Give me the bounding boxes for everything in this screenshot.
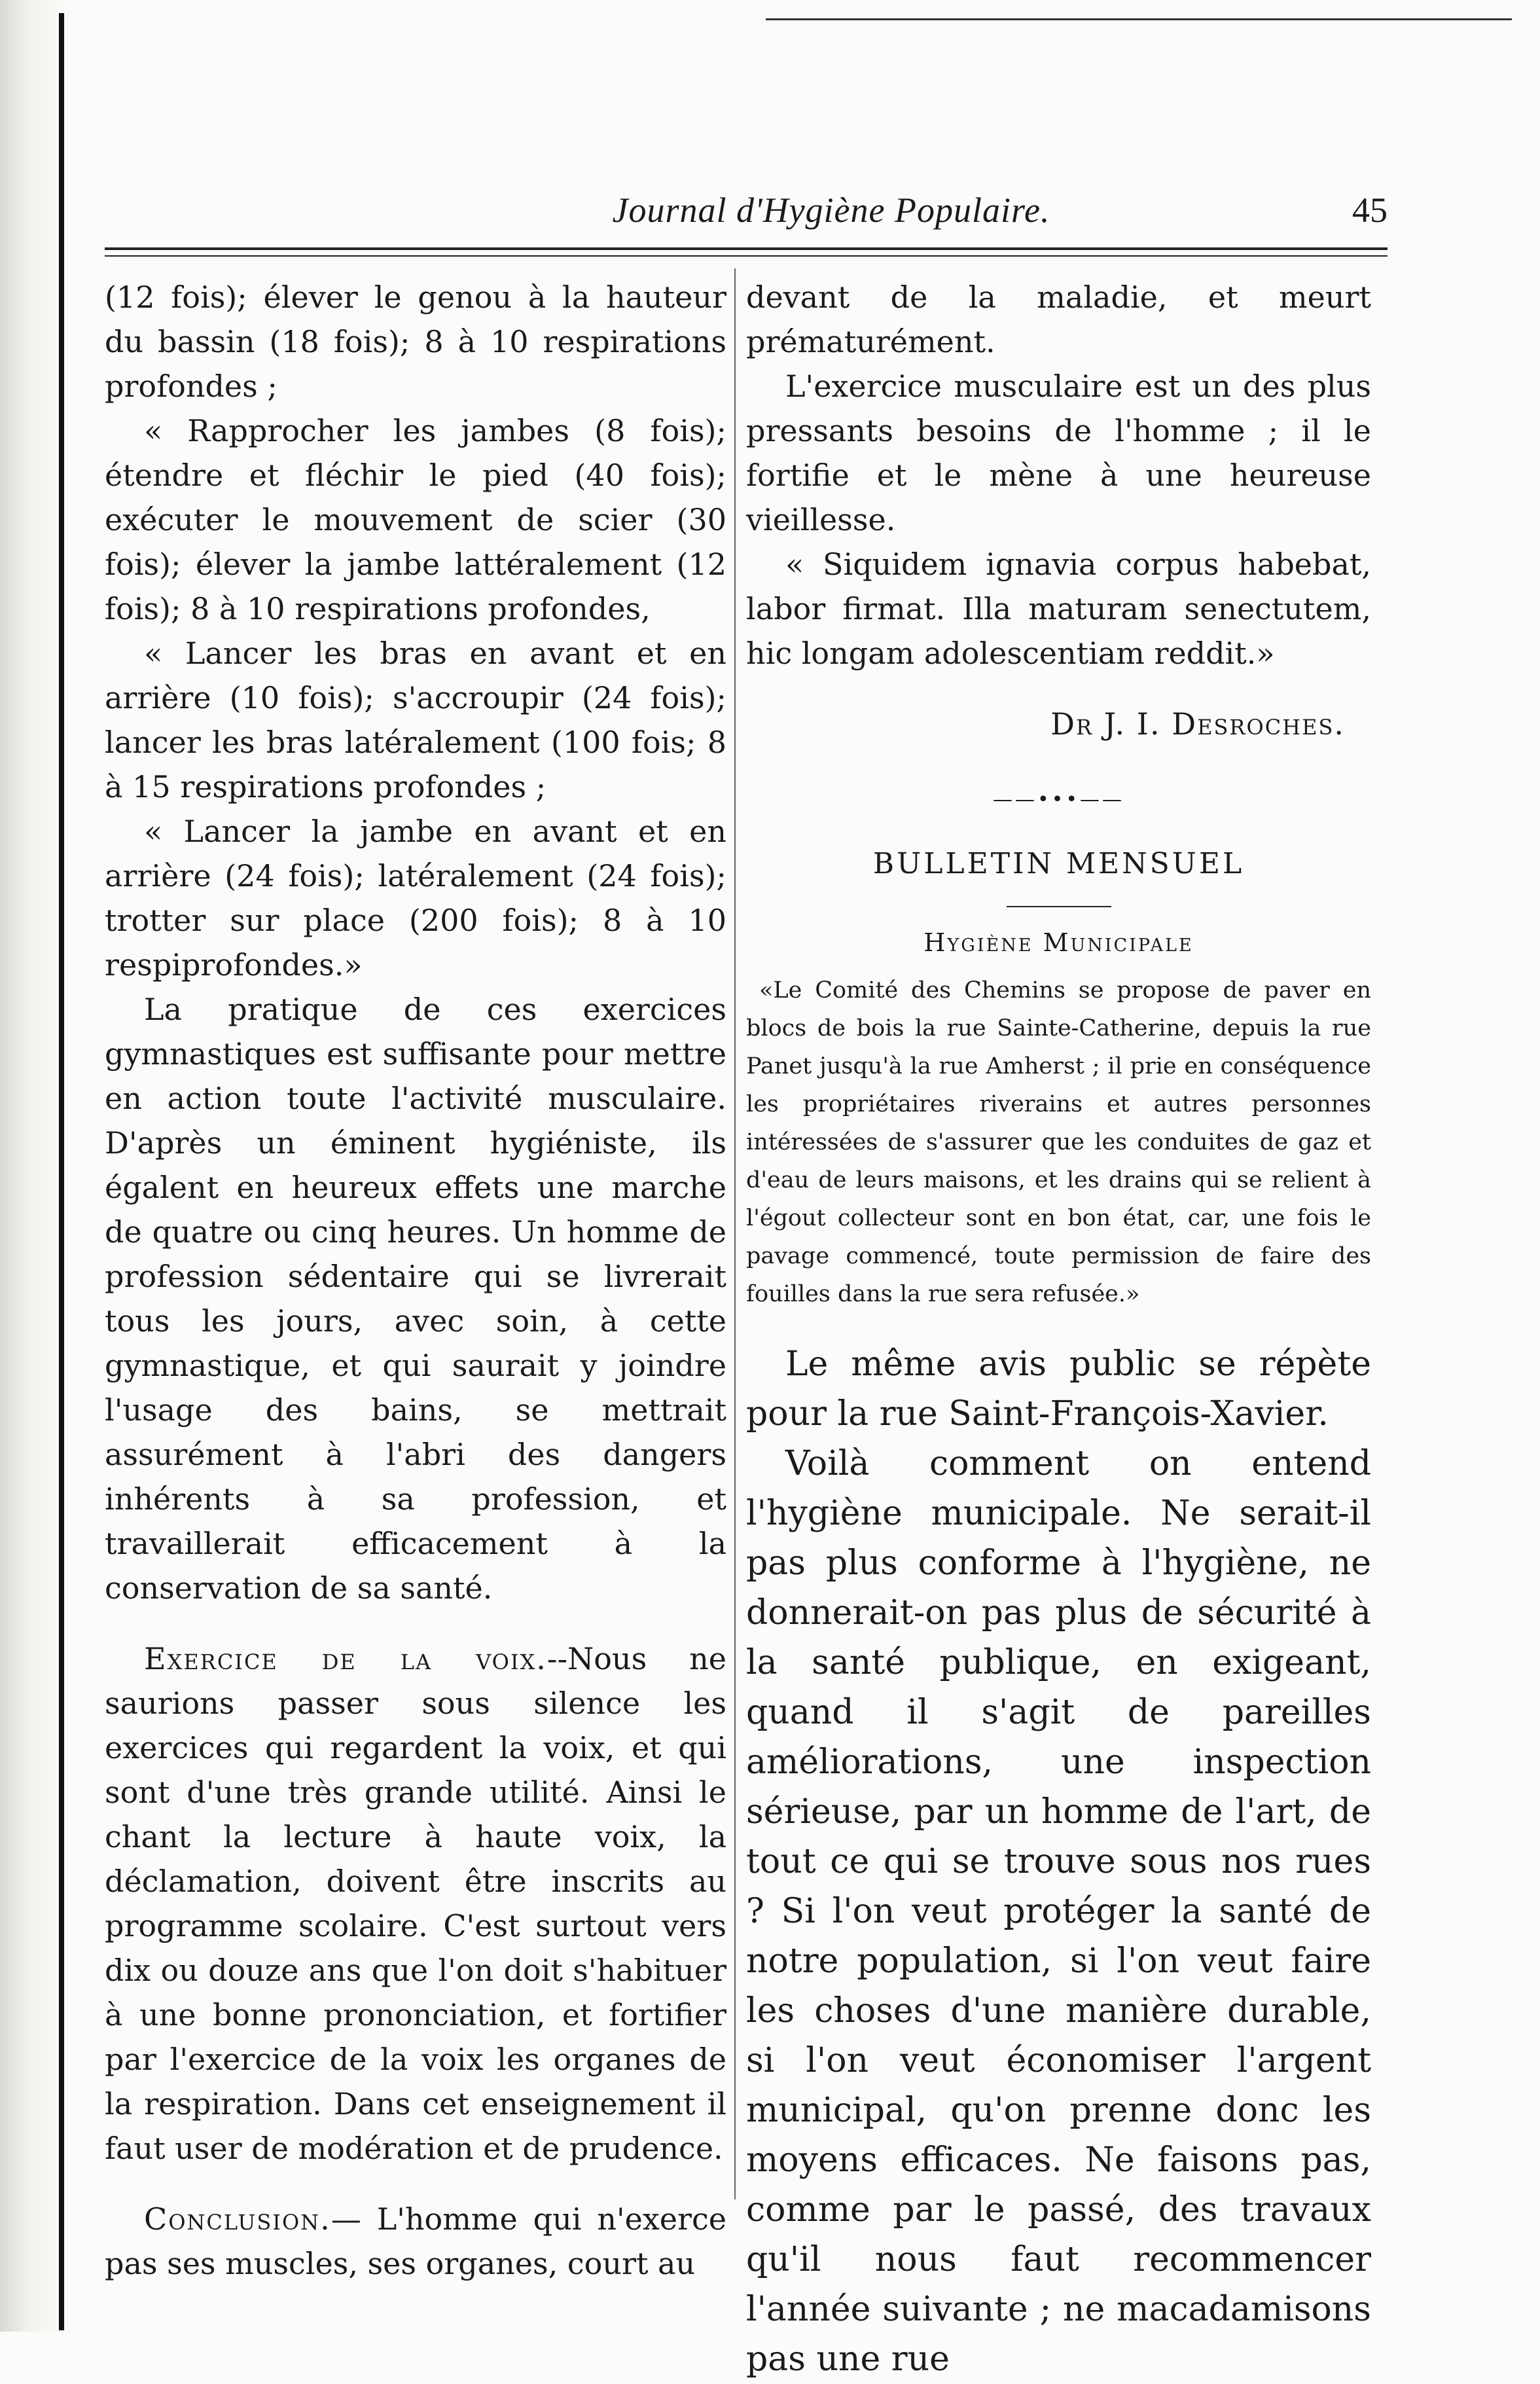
spacer [105,1610,726,1636]
latin-quote: « Siquidem ignavia corpus habebat, labor firmat. Illa maturam senectutem, hic longam adolescentiam reddit.» [746,547,1371,671]
author-signature: Dr J. I. Desroches. [1050,706,1345,742]
page-header [105,190,1388,242]
header-rule-thick [105,247,1388,250]
spacer [746,1313,1371,1339]
municipal-notice: «Le Comité des Chemins se propose de paver en blocs de bois la rue Sainte-Catherine, depuis la rue Panet jusqu'à la rue Amherst ; il prie en conséquence les propriétaires riverains et autres personnes intéressées de s'assurer que les conduites de gaz et d'eau de leurs maisons, et les drains qui se relient à l'égout collecteur sont en bon état, car, une fois le pavage commencé, toute permission de faire des fouilles dans la rue sera refusée.» [746,977,1371,1307]
short-rule [1007,906,1111,907]
header-rule-thin [105,255,1388,257]
binding-edge [59,13,64,2330]
page-number: 45 [1352,190,1388,230]
right-column [746,275,1371,2384]
section-text: --Nous ne saurions passer sous silence les exercices qui regardent la voix, et qui sont d'une très grande utilité. Ainsi le chant la lecture à haute voix, la déclamation, doivent être inscrits au programme scolaire. C'est surtout vers dix ou douze ans que l'on doit s'habituer à une bonne prononciation, et fortifier par l'exercice de la voix les organes de la respiration. Dans cet enseignement il faut user de modération et de prudence. [105,1641,726,2166]
paragraph: La pratique de ces exercices gymnastiques est suffisante pour mettre en action toute l'activité musculaire. D'après un éminent hygiéniste, ils égalent en heureux effets une marche de quatre ou cinq heures. Un homme de profession sédentaire qui se livrerait tous les jours, avec soin, à cette gymnastique, et qui saurait y joindre l'usage des bains, se mettrait assurément à l'abri des dangers inhérents à sa profession, et travaillerait efficacement à la conservation de sa santé. [105,992,726,1606]
top-edge-rule [766,18,1512,20]
paragraph: « Rapprocher les jambes (8 fois); étendre et fléchir le pied (40 fois); exécuter le mouvement de scier (30 fois); élever la jambe lattéralement (12 fois); 8 à 10 respirations profondes, [105,413,726,626]
paragraph: L'exercice musculaire est un des plus pressants besoins de l'homme ; il le fortifie et le mène à une heureuse vieillesse. [746,369,1371,537]
paragraph: « Lancer la jambe en avant et en arrière (24 fois); latéralement (24 fois); trotter sur place (200 fois); 8 à 10 respiprofondes.» [105,814,726,983]
ornament-divider: ——•••—— [992,788,1125,811]
column-divider [734,268,736,2199]
conclusion-section [105,2197,726,2286]
voice-section [105,1636,726,2171]
running-title: Journal d'Hygiène Populaire. [612,190,1050,230]
page-binding-shadow [0,0,65,2332]
paragraph: « Lancer les bras en avant et en arrière (10 fois); s'accroupir (24 fois); lancer les bras latéralement (100 fois; 8 à 15 respirations profondes ; [105,636,726,804]
left-column [105,275,726,2286]
section-heading: Exercice de la voix. [144,1641,547,1676]
spacer [105,2171,726,2197]
paragraph: devant de la maladie, et meurt prématurément. [746,280,1371,359]
paragraph: Le même avis public se répète pour la rue Saint-François-Xavier. [746,1345,1371,1434]
section-text: — L'homme qui n'exerce pas ses muscles, ses organes, court au [105,2201,726,2281]
paragraph: Voilà comment on entend l'hygiène municipale. Ne serait-il pas plus conforme à l'hygiène, ne donnerait-on pas plus de sécurité à la santé publique, en exigeant, quand il s'agit de pareilles améliorations, une inspection sérieuse, par un homme de l'art, de tout ce qui se trouve sous nos rues ? Si l'on veut protéger la santé de notre population, si l'on veut faire les choses d'une manière durable, si l'on veut économiser l'argent municipal, qu'on prenne donc les moyens efficaces. Ne faisons pas, comme par le passé, des travaux qu'il nous faut recommencer l'année suivante ; ne macadamisons pas une rue [746,1444,1371,2379]
bulletin-title: BULLETIN MENSUEL [872,847,1245,880]
subheading: Hygiène Municipale [923,928,1194,957]
section-heading: Conclusion. [144,2201,331,2237]
paragraph: (12 fois); élever le genou à la hauteur du bassin (18 fois); 8 à 10 respirations profondes ; [105,280,726,404]
